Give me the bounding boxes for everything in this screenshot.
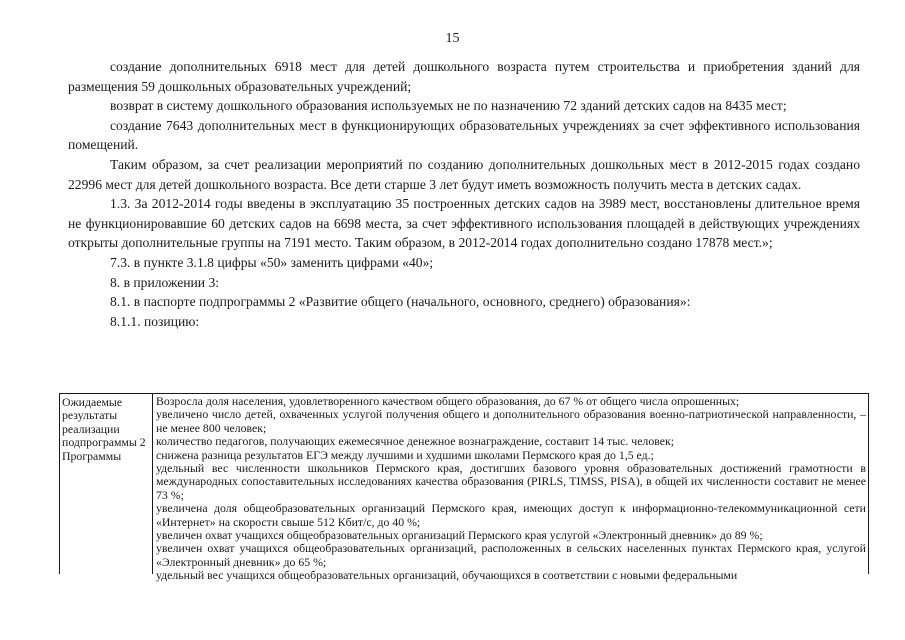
table-item: удельный вес численности школьников Пермского края, достигших базового уровня образовательных достижений грамотности в международных сопоставительных исследованиях качества образования (PIRLS, TIMSS, PISA), в общей их численности составит не менее 73 %; — [156, 461, 866, 502]
table-item: увеличен охват учащихся общеобразовательных организаций Пермского края услугой «Электронный дневник» до 89 %; — [156, 528, 763, 543]
paragraph-item-8: 8. в приложении 3: — [110, 274, 220, 290]
expected-results-table — [59, 393, 869, 583]
table-item: увеличен охват учащихся общеобразовательных организаций, расположенных в сельских населенных пунктах Пермского края, услугой «Электронный дневник» до 65 %; — [156, 541, 866, 569]
table-item: Возросла доля населения, удовлетворенного качеством общего образования, до 67 % от общего числа опрошенных; — [156, 394, 740, 408]
paragraph-item-8-1-1: 8.1.1. позицию: — [110, 313, 200, 329]
paragraph-item-1-3: 1.3. За 2012-2014 годы введены в эксплуатацию 35 построенных детских садов на 3989 мест, восстановлены длительное время не функционировавшие 60 детских садов на 6698 места, за счет эффективного использования площадей в действующих учреждениях открыты дополнительные группы на 7191 место. Таким образом, в 2012-2014 годах дополнительно создано 17878 мест.»; — [68, 196, 860, 251]
paragraph-item-7-3: 7.3. в пункте 3.1.8 цифры «50» заменить цифрами «40»; — [110, 254, 434, 270]
page-number: 15 — [445, 31, 460, 46]
paragraph-additional-places: создание 7643 дополнительных мест в функционирующих образовательных учреждениях за счет эффективного использования помещений. — [68, 117, 860, 153]
table-item: количество педагогов, получающих ежемесячное денежное вознаграждение, составит 14 тыс. человек; — [156, 434, 674, 449]
paragraph-item-8-1: 8.1. в паспорте подпрограммы 2 «Развитие общего (начального, основного, среднего) образования»: — [110, 294, 691, 310]
paragraph-return-buildings: возврат в систему дошкольного образования используемых не по назначению 72 зданий детских садов на 8435 мест; — [110, 98, 787, 114]
table-item: увеличена доля общеобразовательных организаций Пермского края, имеющих доступ к информационно-телекоммуникационной сети «Интернет» на скорости свыше 512 Кбит/с, до 40 %; — [156, 501, 866, 529]
paragraph-summary-2012-2015: Таким образом, за счет реализации мероприятий по созданию дополнительных дошкольных мест в 2012-2015 годах создано 22996 мест для детей дошкольного возраста. Все дети старше 3 лет будут иметь возможность получить места в детских садах. — [68, 156, 860, 192]
table-item: увеличено число детей, охваченных услугой получения общего и дополнительного образования военно-патриотической направленности, – не менее 800 человек; — [156, 407, 866, 435]
paragraph-new-places: создание дополнительных 6918 мест для детей дошкольного возраста путем строительства и приобретения зданий для размещения 59 дошкольных образовательных учреждений; — [68, 59, 860, 94]
table-item: удельный вес учащихся общеобразовательных организаций, обучающихся в соответствии с новыми федеральными — [156, 568, 738, 583]
table-right-cell — [154, 394, 868, 583]
table-left-cell: Ожидаемые результаты реализации подпрограммы 2 Программы — [60, 394, 153, 574]
document-body — [68, 57, 860, 331]
table-item: снижена разница результатов ЕГЭ между лучшими и худшими школами Пермского края до 1,5 ед.; — [156, 447, 654, 462]
